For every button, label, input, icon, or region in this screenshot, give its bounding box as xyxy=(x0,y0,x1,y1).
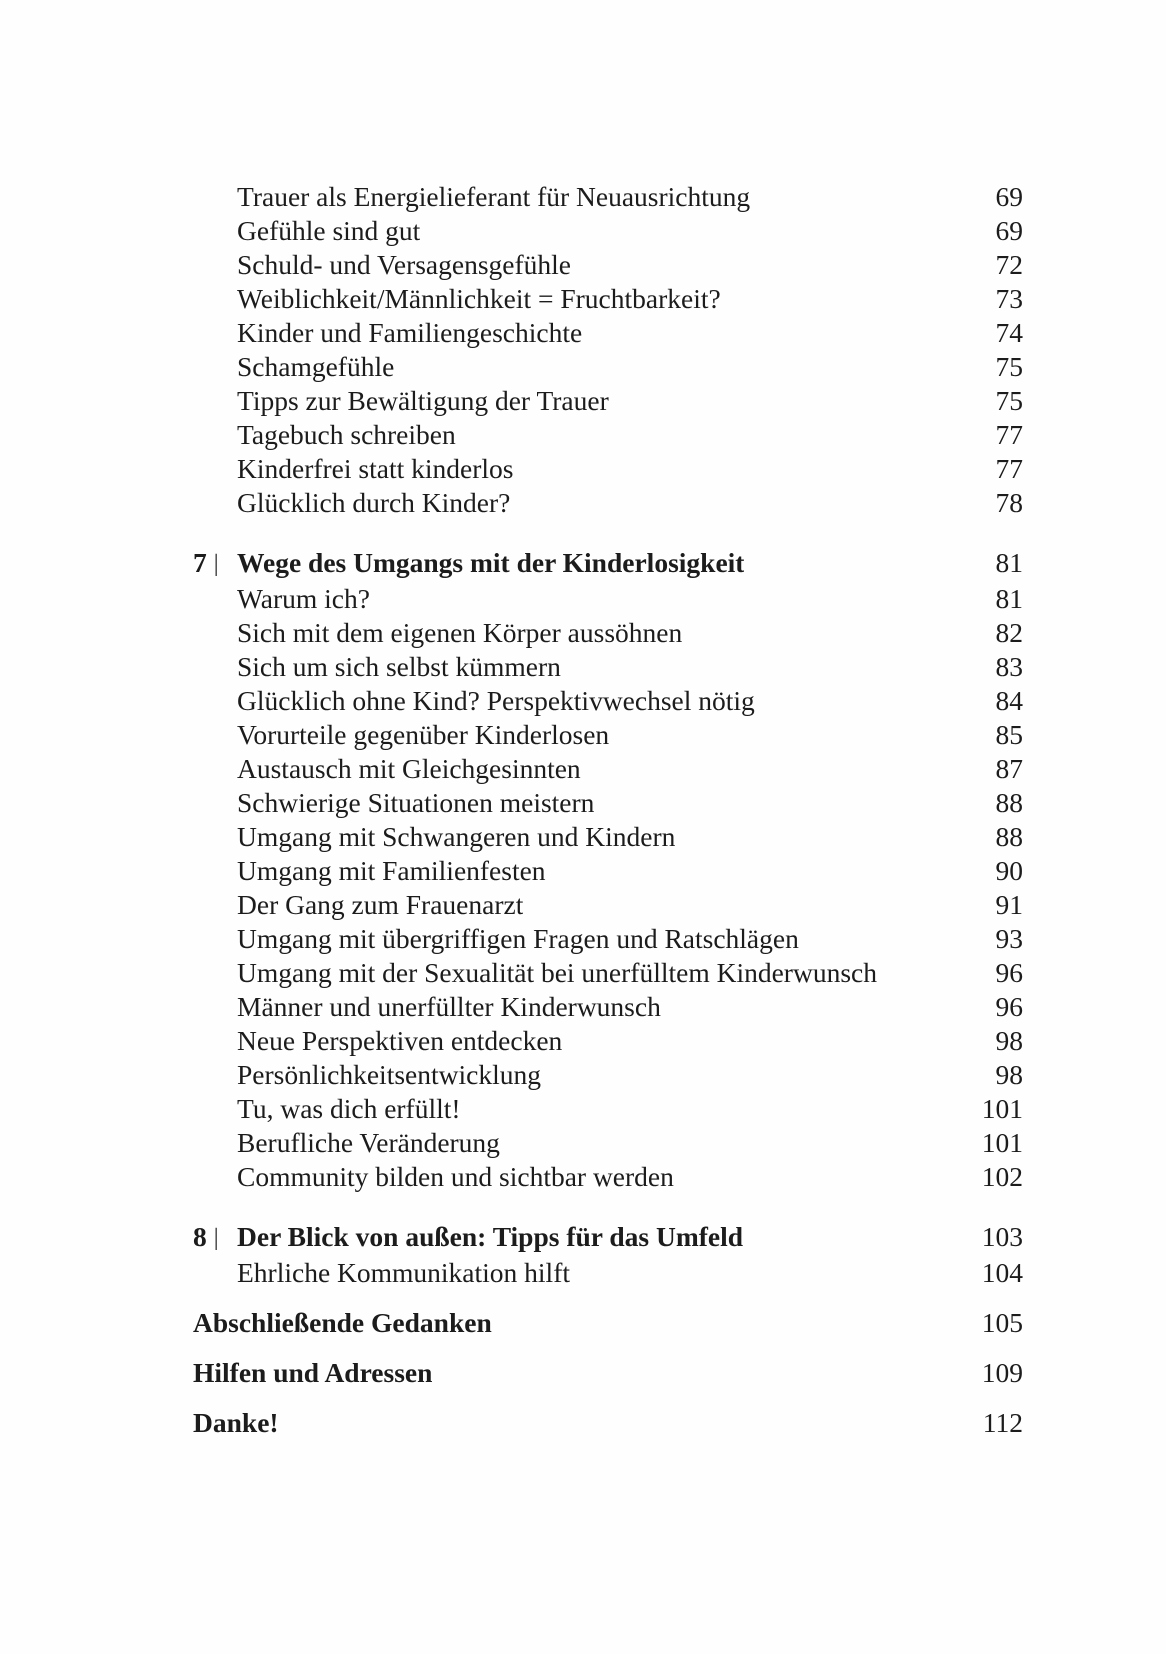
toc-entry-label: Ehrliche Kommunikation hilft xyxy=(237,1257,570,1288)
toc-entry-row xyxy=(193,888,1023,922)
toc-entry-page: 74 xyxy=(995,317,1023,348)
toc-entry-page: 96 xyxy=(995,957,1023,988)
toc-entry-label: Umgang mit Familienfesten xyxy=(237,855,546,886)
toc-entry-label: Hilfen und Adressen xyxy=(193,1357,433,1388)
toc-entry-row xyxy=(193,248,1023,282)
toc-entry-page: 75 xyxy=(995,385,1023,416)
toc-entry-label: Vorurteile gegenüber Kinderlosen xyxy=(237,719,610,750)
toc-entry-row xyxy=(193,786,1023,820)
toc-entry-row xyxy=(193,718,1023,752)
toc-entry-page: 72 xyxy=(995,249,1023,280)
toc-entry-label: Trauer als Energielieferant für Neuausrichtung xyxy=(237,181,751,212)
toc-entry-row xyxy=(193,990,1023,1024)
toc-chapter-row xyxy=(193,546,1023,582)
toc-entry-page: 82 xyxy=(995,617,1023,648)
chapter-number: 7 xyxy=(193,547,207,578)
chapter-number-cell xyxy=(193,546,237,582)
chapter-number: 8 xyxy=(193,1221,207,1252)
toc-entry-page: 81 xyxy=(995,583,1023,614)
toc-entry-page: 101 xyxy=(981,1093,1023,1124)
toc-entry-row xyxy=(193,452,1023,486)
toc-entry-page: 87 xyxy=(995,753,1023,784)
toc-entry-page: 91 xyxy=(995,889,1023,920)
toc-entry-row xyxy=(193,1256,1023,1290)
toc-entry-page: 93 xyxy=(995,923,1023,954)
toc-entry-page: 101 xyxy=(981,1127,1023,1158)
pipe-separator-icon: | xyxy=(213,1225,219,1251)
toc-entry-label: Männer und unerfüllter Kinderwunsch xyxy=(237,991,661,1022)
toc-entry-label: Berufliche Veränderung xyxy=(237,1127,500,1158)
toc-entry-label: Austausch mit Gleichgesinnten xyxy=(237,753,581,784)
toc-entry-row xyxy=(193,1126,1023,1160)
toc-entry-label: Umgang mit Schwangeren und Kindern xyxy=(237,821,676,852)
toc-entry-row xyxy=(193,282,1023,316)
toc-entry-page: 77 xyxy=(995,453,1023,484)
toc-heading-row xyxy=(193,1356,1023,1390)
toc-entry-row xyxy=(193,1092,1023,1126)
toc-entry-row xyxy=(193,1024,1023,1058)
toc-entry-page: 98 xyxy=(995,1059,1023,1090)
pipe-separator-icon: | xyxy=(213,551,219,577)
toc-entry-row xyxy=(193,684,1023,718)
toc-entry-row xyxy=(193,752,1023,786)
toc-entry-page: 109 xyxy=(981,1357,1023,1388)
toc-entry-label: Gefühle sind gut xyxy=(237,215,421,246)
toc-entry-page: 98 xyxy=(995,1025,1023,1056)
toc-entry-row xyxy=(193,350,1023,384)
toc-entry-row xyxy=(193,180,1023,214)
toc-entry-label: Tagebuch schreiben xyxy=(237,419,456,450)
toc-entry-row xyxy=(193,820,1023,854)
toc-entry-label: Glücklich ohne Kind? Perspektivwechsel nötig xyxy=(237,685,755,716)
toc-entry-row xyxy=(193,418,1023,452)
toc-entry-label: Sich mit dem eigenen Körper aussöhnen xyxy=(237,617,683,648)
toc-entry-row xyxy=(193,956,1023,990)
toc-entry-page: 102 xyxy=(981,1161,1023,1192)
toc-entry-label: Kinderfrei statt kinderlos xyxy=(237,453,514,484)
toc-entry-page: 88 xyxy=(995,821,1023,852)
toc-entry-label: Wege des Umgangs mit der Kinderlosigkeit xyxy=(237,547,745,578)
toc-entry-page: 103 xyxy=(981,1221,1023,1252)
toc-entry-label: Umgang mit übergriffigen Fragen und Ratschlägen xyxy=(237,923,799,954)
toc-entry-page: 73 xyxy=(995,283,1023,314)
toc-list xyxy=(193,180,1023,1440)
toc-heading-row xyxy=(193,1406,1023,1440)
toc-entry-row xyxy=(193,922,1023,956)
toc-entry-row xyxy=(193,650,1023,684)
toc-entry-page: 81 xyxy=(995,547,1023,578)
toc-entry-label: Der Blick von außen: Tipps für das Umfeld xyxy=(237,1221,744,1252)
toc-entry-label: Umgang mit der Sexualität bei unerfülltem Kinderwunsch xyxy=(237,957,877,988)
toc-chapter-row xyxy=(193,1220,1023,1256)
toc-entry-page: 88 xyxy=(995,787,1023,818)
toc-entry-row xyxy=(193,486,1023,520)
toc-entry-page: 105 xyxy=(981,1307,1023,1338)
toc-entry-label: Neue Perspektiven entdecken xyxy=(237,1025,563,1056)
toc-entry-label: Community bilden und sichtbar werden xyxy=(237,1161,674,1192)
toc-entry-label: Kinder und Familiengeschichte xyxy=(237,317,583,348)
toc-entry-row xyxy=(193,1160,1023,1194)
toc-entry-label: Glücklich durch Kinder? xyxy=(237,487,511,518)
toc-entry-row xyxy=(193,854,1023,888)
toc-entry-label: Der Gang zum Frauenarzt xyxy=(237,889,524,920)
toc-entry-page: 77 xyxy=(995,419,1023,450)
toc-entry-label: Warum ich? xyxy=(237,583,370,614)
toc-entry-page: 83 xyxy=(995,651,1023,682)
toc-entry-label: Sich um sich selbst kümmern xyxy=(237,651,561,682)
toc-entry-page: 78 xyxy=(995,487,1023,518)
toc-entry-label: Tipps zur Bewältigung der Trauer xyxy=(237,385,609,416)
toc-entry-label: Schwierige Situationen meistern xyxy=(237,787,595,818)
toc-entry-page: 69 xyxy=(995,215,1023,246)
toc-entry-label: Weiblichkeit/Männlichkeit = Fruchtbarkeit? xyxy=(237,283,721,314)
toc-entry-label: Schamgefühle xyxy=(237,351,395,382)
chapter-number-cell xyxy=(193,1220,237,1256)
toc-entry-label: Danke! xyxy=(193,1407,279,1438)
toc-entry-row xyxy=(193,316,1023,350)
toc-entry-row xyxy=(193,616,1023,650)
toc-heading-row xyxy=(193,1306,1023,1340)
toc-entry-page: 104 xyxy=(981,1257,1023,1288)
toc-entry-page: 112 xyxy=(982,1407,1023,1438)
toc-entry-page: 69 xyxy=(995,181,1023,212)
toc-entry-row xyxy=(193,582,1023,616)
toc-entry-label: Schuld- und Versagensgefühle xyxy=(237,249,572,280)
toc-entry-label: Tu, was dich erfüllt! xyxy=(237,1093,461,1124)
toc-entry-row xyxy=(193,214,1023,248)
toc-entry-page: 85 xyxy=(995,719,1023,750)
toc-entry-page: 90 xyxy=(995,855,1023,886)
toc-entry-label: Abschließende Gedanken xyxy=(193,1307,492,1338)
toc-entry-label: Persönlichkeitsentwicklung xyxy=(237,1059,541,1090)
toc-entry-page: 75 xyxy=(995,351,1023,382)
toc-entry-row xyxy=(193,1058,1023,1092)
toc-entry-page: 96 xyxy=(995,991,1023,1022)
toc-entry-row xyxy=(193,384,1023,418)
toc-entry-page: 84 xyxy=(995,685,1023,716)
